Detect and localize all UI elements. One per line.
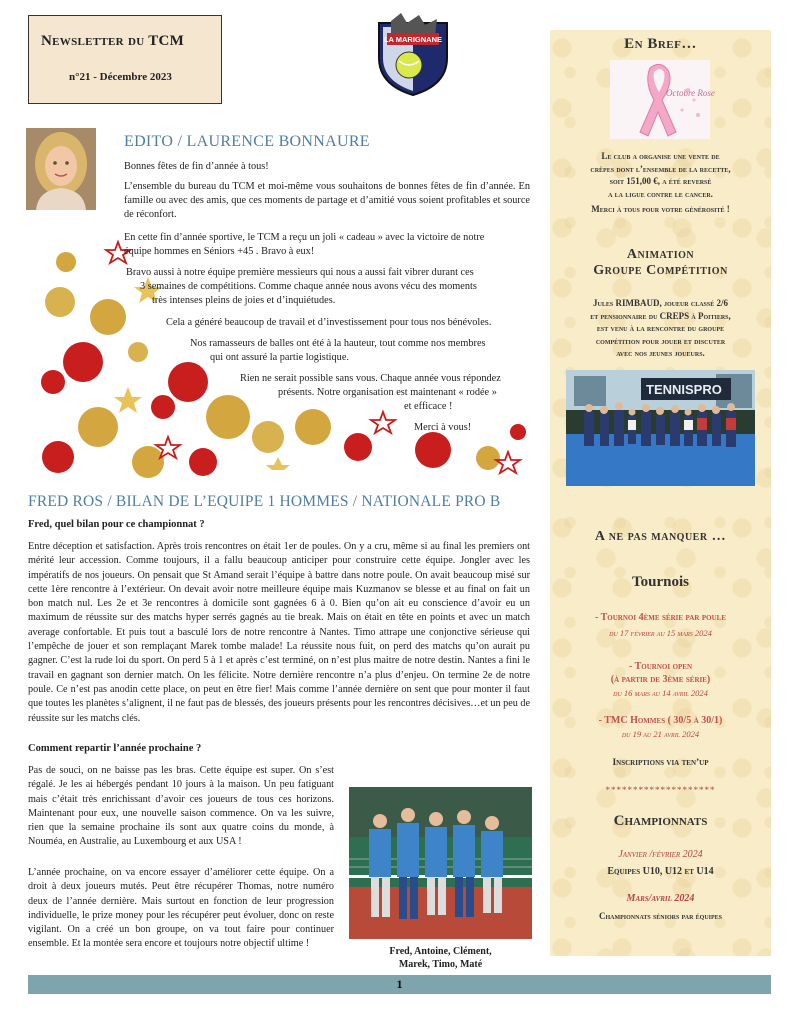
edito-paragraph-4a: Bravo aussi à notre équipe première messieurs qui nous a aussi fait vibrer durant ces	[126, 267, 474, 278]
championnats-title: Championnats	[613, 813, 708, 829]
tournoi-open-sub: (à partir de 3ème série)	[610, 674, 711, 685]
question-1: Fred, quel bilan pour ce championnat ?	[28, 519, 205, 530]
club-logo	[369, 13, 457, 97]
edito-paragraph-7c: et efficace !	[404, 401, 453, 412]
edito-paragraph-3a: En cette fin d’année sportive, le TCM a reçu un joli « cadeau » avec la victoire de notre	[124, 232, 485, 243]
edito-paragraph-4b: 3 semaines de compétitions. Comme chaque année nous avons vécu des moments	[140, 281, 477, 292]
edito-paragraph-2: L’ensemble du bureau du TCM et moi-même vous souhaitons de bonnes fêtes de fin d’année. En famille ou avec des amis, que ces moments de partage et d’amitié vous soient profitables et source de réconfort.	[124, 181, 530, 221]
edito-paragraph-3b: équipe hommes en Séniors +45 . Bravo à eux!	[124, 246, 315, 257]
tournoi-4eme-serie-date: du 17 février au 15 mars 2024	[609, 628, 712, 638]
ne-pas-manquer-title: A ne pas manquer …	[594, 529, 727, 544]
bref-text: Le club a organise une vente de crêpes dont l’ensemble de la recette, soit 151,00 €, a été reversé a la ligue contre le cancer.	[590, 151, 731, 199]
championnats-text-1: Equipes U10, U12 et U14	[607, 866, 714, 877]
answer-1: Entre déception et satisfaction. Après trois rencontres on était 1er de poules. On y a cru, même si au final les premiers ont mérité leur accession. Comme toujours, il a fallu beaucoup anticiper pour construire cette équipe. Jongler avec les impératifs de nos joueurs. On pensait que St Amand serait l’équipe à battre dans notre poule. On avait beaucoup misé sur cette 1ère rencontre à l’extérieur. On devait avoir notre meilleure équipe mais Kuzmanov se blesse et au final on fait un bon match nul. Les 2e et 3e rencontres à domicile sont gagnées 6 à 0. Bien qu’on ait eu conscience d’avoir eu un maximum de réussite sur des matchs hyper serrés gagnés au tie break. Mais on était en tête en points et avec un match average confortable. Et puis tout a basculé lors de notre rencontre à Nantes. Timo attrape une conjonctive sérieuse qui l’empêche de jouer et son remplaçant Marek tombe malade! La réussite nous fuit, on perd des matchs qu’on aurait pu gagner. C’est la rude loi du sport. On perd 5 à 1 et après c’est terminé, on n’est plus maitre de notre destin. Nantes a fini le travail en gagnant son dernier match. On les félicite. Notre dernière rencontre n’a plus d’enjeu. On termine 2e de notre poule. Ce n’est pas anodin cette place, on peut en être fier! Mais comme l’année dernière on sent que pour monter il faut que toutes les planètes s’alignent, il ne faut pas de blessés, des joueurs présents pour les rencontres décisives…et un peu de réussite sur les matchs clés.	[28, 541, 530, 724]
team-photo	[349, 787, 532, 939]
edito-paragraph-6b: qui ont assuré la partie logistique.	[210, 352, 349, 363]
answer-2: Pas de souci, on ne baisse pas les bras. Cette équipe est super. On s’est régalé. Je les ai hébergés pendant 10 jours à la maison. Un peu fatiguant mais c’était très enrichissant d’avoir ces joueurs de tous ces horizons. Maintenant pour eux, une nouvelle saison commence. On va les suivre, rien que la semaine prochaine ils sont aux quatre coins du monde, à Nouméa, en Australie, au Luxembourg et aux USA !	[28, 765, 334, 848]
logo-text: LA MARIGNANE	[383, 35, 443, 44]
newsletter-issue: n°21 - Décembre 2023	[69, 71, 172, 83]
newsletter-title-box	[28, 15, 222, 104]
author-photo	[26, 128, 96, 210]
championnats-text-2: Championnats séniors par équipes	[598, 911, 723, 921]
tournois-title: Tournois	[632, 574, 689, 590]
animation-text: Jules RIMBAUD, joueur classé 2/6 et pensionnaire du CREPS à Poitiers, est venu à la rencontre du groupe compétition pour jouer et discuter avec nos jeunes joueurs.	[590, 298, 731, 358]
tournoi-4eme-serie: - Tournoi 4ème série par poule	[594, 612, 727, 623]
tennispro-banner: TENNISPRO	[646, 382, 722, 397]
edito-paragraph-7b: présents. Notre organisation est maintenant « rodée »	[278, 387, 497, 398]
newsletter-title: Newsletter du TCM	[41, 33, 185, 49]
edito-paragraph-4c: très intenses pleins de joies et d’inquiétudes.	[152, 295, 336, 306]
question-2: Comment repartir l’année prochaine ?	[28, 743, 202, 754]
edito-paragraph-7a: Rien ne serait possible sans vous. Chaque année vous répondez	[240, 373, 501, 384]
answer-3: L’année prochaine, on va encore essayer d’améliorer cette équipe. On a droit à deux joueurs mutés. Peut être récupérer Thomas, notre numéro deux de l’année dernière. Mais surtout en fonction de leur progression individuelle, le prize money pour les récupérer peut évoluer, donc on reste vigilant. On a créé un bon groupe, on va tout faire pour continuer ensemble. Et la montée sera encore et toujours notre objectif ultime !	[28, 867, 334, 950]
pink-ribbon-image	[610, 60, 715, 139]
tournoi-open: - Tournoi open	[628, 661, 693, 672]
bref-thanks: Merci à tous pour votre générosité !	[591, 204, 730, 214]
fred-ros-title: FRED ROS / BILAN DE L’EQUIPE 1 HOMMES / NATIONALE PRO B	[28, 493, 501, 510]
ribbon-text: Octobre Rose	[666, 88, 715, 98]
sidebar-en-bref: En Bref…	[624, 36, 697, 52]
group-competition-photo	[566, 370, 755, 486]
inscriptions-text: Inscriptions via ten’up	[612, 758, 709, 768]
separator-stars: ********************	[605, 785, 716, 795]
team-photo-caption: Fred, Antoine, Clément, Marek, Timo, Maté	[389, 946, 492, 970]
tmc-hommes-date: du 19 au 21 avril 2024	[621, 729, 700, 739]
edito-signoff: Merci à vous!	[414, 422, 472, 433]
edito-paragraph-5: Cela a généré beaucoup de travail et d’investissement pour tous nos bénévoles.	[166, 317, 492, 328]
edito-paragraph-1: Bonnes fêtes de fin d’année à tous!	[124, 161, 269, 172]
page-number-footer: 1	[28, 975, 771, 994]
edito-paragraph-6a: Nos ramasseurs de balles ont été à la hauteur, tout comme nos membres	[190, 338, 486, 349]
championnats-date-2: Mars/avril 2024	[626, 893, 695, 904]
tournoi-open-date: du 16 mars au 14 avril 2024	[613, 688, 708, 698]
championnats-date-1: Janvier /février 2024	[618, 849, 703, 860]
tmc-hommes: - TMC Hommes ( 30/5 à 30/1)	[598, 715, 723, 726]
animation-title: Animation Groupe Compétition	[593, 247, 728, 278]
edito-title: EDITO / LAURENCE BONNAURE	[124, 133, 370, 150]
